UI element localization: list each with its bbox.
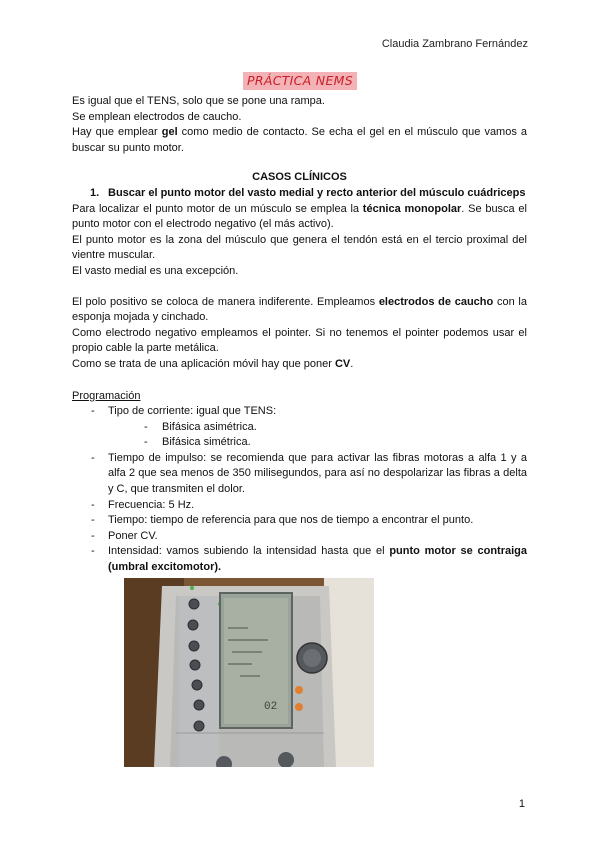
- list-item: - Bifásica simétrica.: [144, 435, 527, 451]
- case-paragraph: El punto motor es la zona del músculo que genera el tendón está en el tercio proximal del vientre muscular.: [72, 233, 527, 262]
- section-title: CASOS CLÍNICOS: [252, 171, 347, 184]
- page-number: 1: [518, 798, 525, 810]
- case-paragraph: Como se trata de una aplicación móvil hay que poner CV.: [72, 357, 354, 370]
- case-paragraph: Como electrodo negativo empleamos el pointer. Si no tenemos el pointer podemos usar el propio cable la parte metálica.: [72, 326, 527, 355]
- list-item: - Intensidad: vamos subiendo la intensidad hasta que el punto motor se contraiga (umbral excitomotor).: [72, 544, 527, 575]
- page-title: PRÁCTICA NEMS: [243, 72, 357, 90]
- display-readout: 02: [264, 701, 278, 713]
- list-item: - Frecuencia: 5 Hz.: [72, 498, 527, 514]
- title-container: [0, 72, 600, 91]
- intro-paragraph: Se emplean electrodos de caucho.: [72, 110, 242, 123]
- intro-paragraph: Es igual que el TENS, solo que se pone una rampa.: [72, 95, 325, 107]
- device-illustration: [124, 578, 374, 767]
- list-item: - Tiempo de impulso: se recomienda que para activar las fibras motoras a alfa 1 y a alfa 2 que sea menos de 350 milisegundos, para así no despolarizar las fibras a delta y C, que transmiten el dolor.: [72, 451, 527, 498]
- list-item: - Tipo de corriente: igual que TENS: - Bifásica asimétrica. - Bifásica simétrica.: [72, 404, 527, 451]
- author-name: Claudia Zambrano Fernández: [381, 38, 528, 50]
- case-paragraph: El vasto medial es una excepción.: [72, 264, 239, 277]
- device-photo: [124, 578, 374, 767]
- list-item: - Poner CV.: [72, 529, 527, 545]
- programming-title: Programación: [72, 389, 141, 402]
- case-paragraph: Para localizar el punto motor de un músculo se emplea la técnica monopolar. Se busca el punto motor con el electrodo negativo (el más activo).: [72, 202, 527, 231]
- sub-list: [108, 420, 527, 451]
- case-paragraph: El polo positivo se coloca de manera indiferente. Empleamos electrodos de caucho con la esponja mojada y cinchado.: [72, 295, 527, 324]
- programming-list: [72, 404, 527, 576]
- intro-paragraph: Hay que emplear gel como medio de contacto. Se echa el gel en el músculo que vamos a buscar su punto motor.: [72, 126, 527, 154]
- document-body: [72, 94, 527, 576]
- list-item: - Bifásica asimétrica.: [144, 420, 527, 436]
- case-heading: 1. Buscar el punto motor del vasto medial y recto anterior del músculo cuádriceps: [90, 186, 526, 199]
- list-item: - Tiempo: tiempo de referencia para que nos de tiempo a encontrar el punto.: [72, 513, 527, 529]
